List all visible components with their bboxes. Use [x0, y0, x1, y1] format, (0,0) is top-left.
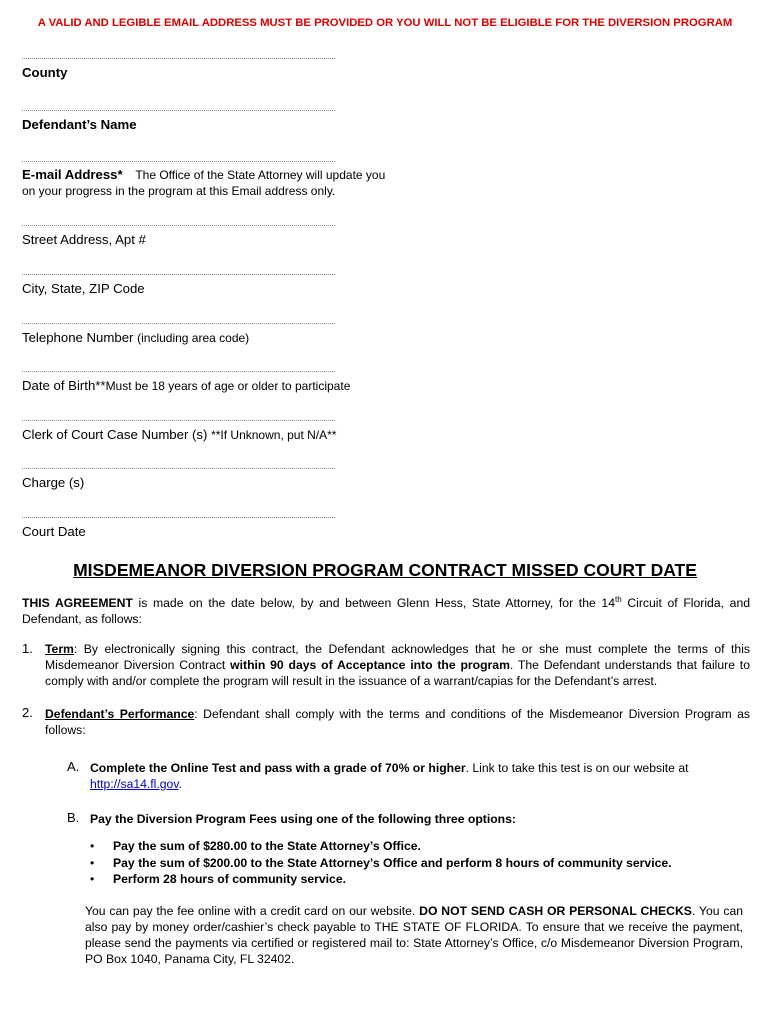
- case-number-label: Clerk of Court Case Number (s): [22, 427, 208, 442]
- item-2-term: Defendant’s Performance: [45, 707, 195, 721]
- city-state-zip-input-line[interactable]: [22, 274, 335, 275]
- email-field[interactable]: [22, 161, 385, 199]
- court-date-label: Court Date: [22, 524, 86, 539]
- city-state-zip-label: City, State, ZIP Code: [22, 281, 145, 296]
- email-note-line-2: on your progress in the program at this Email address only.: [22, 184, 336, 198]
- payment-instructions: [85, 903, 743, 967]
- payment-text-b: . You can also pay by money order/cashier’s check payable to THE STATE OF FLORIDA. To ensure that we receive the payment, please send the payments via certified or registered mail to: State Attorney’s Office, c/o Misdemeanor Diversion Program, PO Box 1040, Panama City, FL 32402.: [85, 904, 744, 966]
- payment-text-a: You can pay the fee online with a credit card on our website.: [85, 904, 420, 918]
- county-label: County: [22, 65, 68, 80]
- sub-a-letter: A.: [67, 759, 80, 774]
- county-input-line[interactable]: [22, 58, 335, 59]
- court-date-field[interactable]: [22, 517, 335, 540]
- court-date-input-line[interactable]: [22, 517, 335, 518]
- case-number-input-line[interactable]: [22, 420, 335, 421]
- sub-a-paragraph: [90, 760, 750, 792]
- sub-b-paragraph: [90, 811, 750, 827]
- item-2-performance-paragraph: [45, 706, 750, 738]
- fee-option-2: Pay the sum of $200.00 to the State Attorney’s Office and perform 8 hours of community service.: [113, 855, 672, 870]
- item-1-term-paragraph: [45, 641, 750, 689]
- date-of-birth-label-row: [22, 378, 350, 394]
- date-of-birth-field[interactable]: [22, 371, 350, 394]
- telephone-label: Telephone Number: [22, 330, 134, 345]
- bullet-icon: •: [90, 855, 95, 870]
- charge-field[interactable]: [22, 468, 335, 491]
- sub-a-text: . Link to take this test is on our website at: [465, 761, 689, 775]
- list-item: [90, 855, 730, 872]
- case-number-note: **If Unknown, put N/A**: [211, 428, 337, 442]
- agreement-sup: th: [614, 595, 622, 604]
- sub-a-bold: Complete the Online Test and pass with a grade of 70% or higher: [90, 761, 466, 775]
- email-label-row: [22, 167, 385, 183]
- city-state-zip-field[interactable]: [22, 274, 335, 297]
- email-note-line-1: The Office of the State Attorney will update you: [135, 168, 386, 182]
- telephone-field[interactable]: [22, 323, 335, 346]
- sub-a-end: .: [178, 777, 182, 791]
- item-1-number: 1.: [22, 641, 33, 656]
- street-address-input-line[interactable]: [22, 225, 335, 226]
- agreement-text-b: Circuit of Florida, and Defendant, as follows:: [22, 596, 751, 627]
- email-input-line[interactable]: [22, 161, 335, 162]
- list-item: [90, 838, 730, 855]
- charge-input-line[interactable]: [22, 468, 335, 469]
- item-2-number: 2.: [22, 705, 33, 720]
- date-of-birth-label: Date of Birth**: [22, 378, 106, 393]
- date-of-birth-input-line[interactable]: [22, 371, 335, 372]
- item-1-text-a: : By electronically signing this contract, the Defendant acknowledges that he or she must complete the terms of this Misdemeanor Diversion Contract: [45, 642, 750, 672]
- bullet-icon: •: [90, 872, 95, 886]
- street-address-label: Street Address, Apt #: [22, 232, 146, 247]
- agreement-paragraph: [22, 592, 750, 627]
- list-item: [90, 871, 730, 888]
- agreement-text-a: is made on the date below, by and between Glenn Hess, State Attorney, for the 14: [132, 596, 615, 611]
- eligibility-warning: A VALID AND LEGIBLE EMAIL ADDRESS MUST BE PROVIDED OR YOU WILL NOT BE ELIGIBLE FOR THE DIVERSION PROGRAM: [37, 17, 733, 29]
- date-of-birth-note: Must be 18 years of age or older to participate: [105, 379, 351, 393]
- bullet-icon: •: [90, 839, 95, 853]
- payment-bold: DO NOT SEND CASH OR PERSONAL CHECKS: [419, 904, 692, 918]
- county-field[interactable]: [22, 58, 335, 81]
- street-address-field[interactable]: [22, 225, 335, 248]
- defendant-name-label: Defendant’s Name: [22, 117, 137, 132]
- telephone-label-row: [22, 330, 335, 346]
- telephone-input-line[interactable]: [22, 323, 335, 324]
- defendant-name-input-line[interactable]: [22, 110, 335, 111]
- item-1-term: Term: [45, 642, 74, 656]
- telephone-note: (including area code): [137, 331, 250, 345]
- sub-b-letter: B.: [67, 810, 80, 825]
- case-number-label-row: [22, 427, 336, 443]
- item-1-bold: within 90 days of Acceptance into the program: [230, 658, 510, 672]
- email-label: E-mail Address*: [22, 167, 123, 182]
- item-2-text: : Defendant shall comply with the terms and conditions of the Misdemeanor Diversion Program as follows:: [45, 707, 750, 737]
- item-1-text-b: . The Defendant understands that failure to comply with and/or complete the program will result in the issuance of a warrant/capias for the Defendant’s arrest.: [45, 658, 750, 688]
- website-link[interactable]: http://sa14.fl.gov: [90, 777, 179, 791]
- agreement-lead: THIS AGREEMENT: [22, 596, 133, 611]
- fee-option-3: Perform 28 hours of community service.: [113, 872, 346, 886]
- sub-b-bold: Pay the Diversion Program Fees using one of the following three options:: [90, 812, 516, 826]
- fee-option-1: Pay the sum of $280.00 to the State Attorney’s Office.: [113, 839, 421, 853]
- charge-label: Charge (s): [22, 475, 85, 490]
- defendant-name-field[interactable]: [22, 110, 335, 133]
- case-number-field[interactable]: [22, 420, 336, 443]
- fee-options-list: [90, 838, 730, 888]
- contract-title: MISDEMEANOR DIVERSION PROGRAM CONTRACT MISSED COURT DATE: [73, 560, 697, 580]
